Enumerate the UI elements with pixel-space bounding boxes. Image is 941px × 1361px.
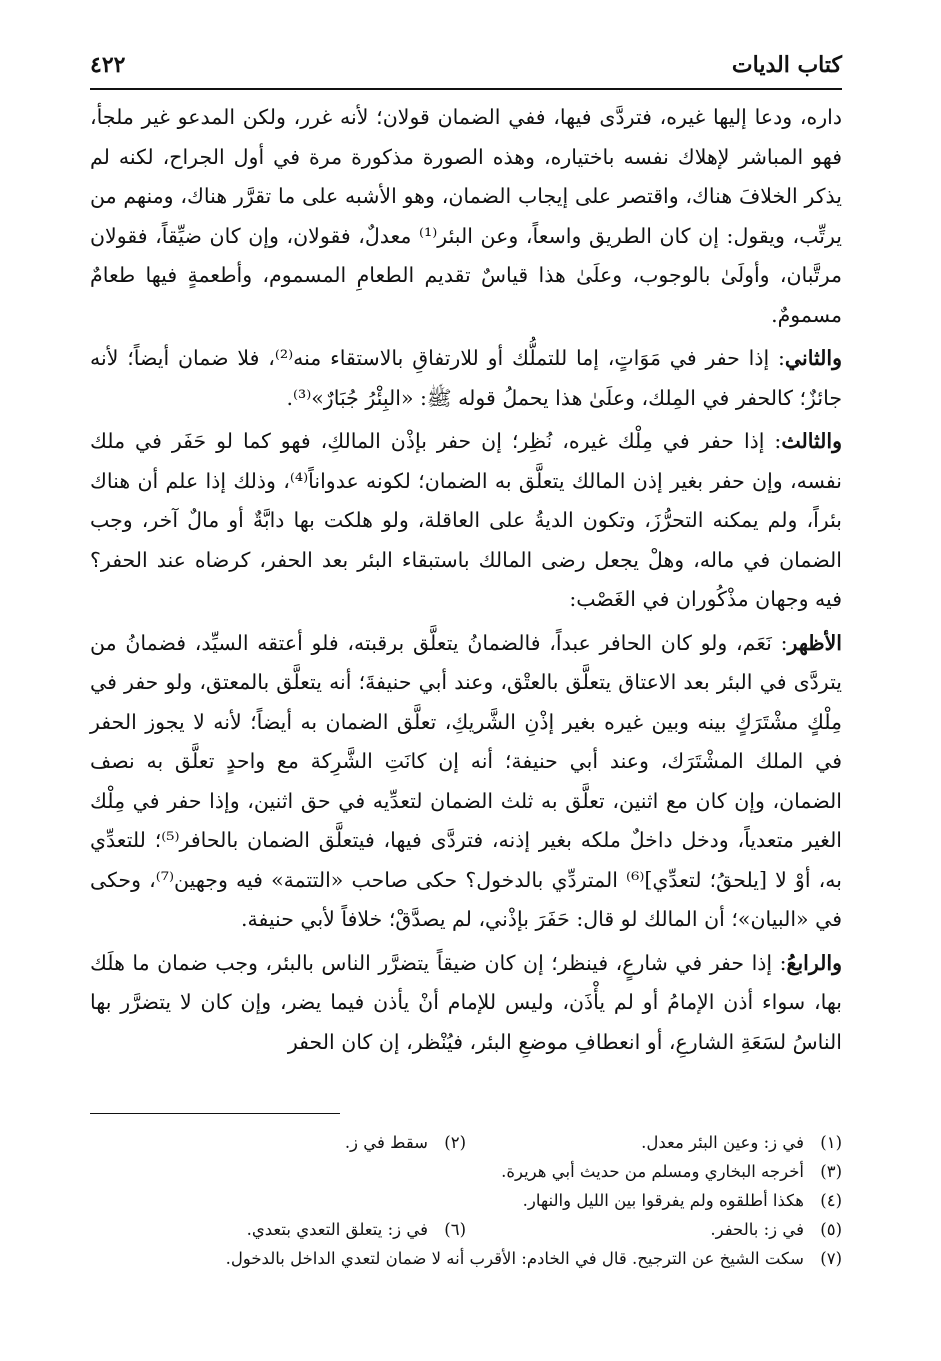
- footnote-text: في ز: يتعلق التعدي بتعدي.: [246, 1220, 428, 1239]
- paragraph-text: : إذا حفر في شارعٍ، فينظر؛ إن كان ضيقاً يتضرَّر الناس بالبئر، وجب ضمان ما هلَك بها، سواء أذن الإمامُ أو لم يأْذَن، وليس للإمام أنْ يأذن فيما يضر، وإن كان لا يتضرَّر بها الناسُ لسَعَةِ الشارعِ، أو انعطافِ موضعِ البئر، فيُنْظر، إن كان الحفر: [90, 950, 842, 1054]
- footnotes-divider: [90, 1113, 340, 1114]
- footnote-number: (٤): [820, 1191, 842, 1210]
- footnote: [466, 1128, 842, 1157]
- paragraph-text: : إذا حفر في مِلْك غيره، نُظِر؛ إن حفر بإذْن المالكِ، فهو كما لو حَفَر في ملك نفسه، وإن حفر بغير إذن المالك يتعلَّق به الضمان؛ لكونه عدواناً⁽⁴⁾، وذلك إذا علم أن هناك بئراً، ولم يمكنه التحرُّزَ، وتكون الديةُ على العاقلة، ولو هلكت بها دابَّةٌ أو مالٌ آخر، وجب الضمان في ماله، وهلْ يجعل رضى المالك باستبقاء البئر بعد الحفر، كرضاه عند الحفر؟ فيه وجهان مذْكُوران في الغَصْب:: [90, 429, 842, 611]
- paragraph: [90, 624, 842, 940]
- book-page: [90, 48, 842, 1338]
- footnote-text: أخرجه البخاري ومسلم من حديث أبي هريرة.: [501, 1162, 804, 1181]
- footnote-text: سقط في ز.: [344, 1133, 428, 1152]
- footnote-row: [90, 1157, 842, 1186]
- paragraph-text: : نَعَم، ولو كان الحافر عبداً، فالضمانُ يتعلَّق برقبته، فلو أعتقه السيِّد، فضمانُ من يتردَّى في البئر بعد الاعتاق يتعلَّق بالعتْق، وعند أبي حنيفةَ؛ أنه يتعلَّق بالمعتق، ولو حفر في مِلْكٍ مشْتَرَكٍ بينه وبين غيره بغير إذْنِ الشَّريكِ، تعلَّق الضمان به أيضاً؛ لأنه لا يجوز الحفر في الملك المشْتَرَك، وعند أبي حنيفة؛ أنه إن كانَتِ الشَّرِكة مع واحدٍ تعلَّق به نصف الضمان، وإن كان مع اثنين، تعلَّق به ثلث الضمان لتعدِّيه في حق اثنين، وإذا حفر في مِلْك الغير متعدياً، ودخل داخلٌ ملكه بغير إذنه، فتردَّى فيها، فيتعلَّق الضمان بالحافر⁽⁵⁾؛ للتعدِّي به، أوْ لا [يلحقُ؛ لتعدِّي]⁽⁶⁾ المتردِّي بالدخول؟ حكى صاحب «التتمة» فيه وجهين⁽⁷⁾، وحكى في «البيان»؛ أن المالك لو قال: حَفَرَ بإذْني، لم يصدَّقْ؛ خلافاً لأبي حنيفة.: [90, 630, 843, 931]
- footnote-text: هكذا أطلقوه ولم يفرقوا بين الليل والنهار.: [522, 1191, 804, 1210]
- footnote: [90, 1157, 842, 1186]
- footnote-number: (٣): [820, 1162, 842, 1181]
- paragraph-lead: والثالث: [781, 429, 842, 453]
- footnote-number: (٦): [444, 1220, 466, 1239]
- main-text: [90, 98, 842, 1062]
- footnote: [90, 1186, 842, 1215]
- footnote: [90, 1244, 842, 1273]
- paragraph: [90, 339, 842, 418]
- paragraph-text: داره، ودعا إليها غيره، فتردَّى فيها، ففي الضمان قولان؛ لأنه غرر، ولكن المدعو غير ملجأ، فهو المباشر لإهلاك نفسه باختياره، وهذه الصورة مذكورة مرة في أول الجراح، لكنه لم يذكر الخلافَ هناك، واقتصر على إيجاب الضمان، وهو الأشبه على ما تقرَّر هناك، ومنهم من يرتِّب، ويقول: إن كان الطريق واسعاً، وعن البئر⁽¹⁾ معدلٌ، فقولان، وإن كان ضيِّقاً، فقولان مرتَّبان، وأولَىٰ بالوجوب، وعلَىٰ هذا قياسٌ تقديم الطعامِ المسموم، وأطعمةٍ فيها طعامٌ مسمومٌ.: [90, 105, 842, 327]
- paragraph: [90, 944, 842, 1063]
- page-number: ٤٢٢: [90, 52, 126, 78]
- footnote: [90, 1128, 466, 1157]
- footnote-number: (٢): [444, 1133, 466, 1152]
- footnote-row: [90, 1244, 842, 1273]
- book-title: كتاب الديات: [731, 52, 842, 78]
- footnote-number: (٥): [820, 1220, 842, 1239]
- paragraph-lead: الأظهر: [787, 630, 842, 655]
- footnote-number: (٧): [820, 1249, 842, 1268]
- footnotes: [90, 1128, 842, 1273]
- footnote-text: سكت الشيخ عن الترجيح. قال في الخادم: الأقرب أنه لا ضمان لتعدي الداخل بالدخول.: [225, 1249, 804, 1268]
- paragraph: [90, 98, 842, 335]
- paragraph-lead: والثاني: [784, 346, 842, 370]
- footnote-row: [90, 1215, 842, 1244]
- footnote-text: في ز: بالحفر.: [710, 1220, 804, 1239]
- footnote-text: في ز: وعين البئر معدل.: [641, 1133, 804, 1152]
- page-header: [90, 48, 842, 90]
- paragraph: [90, 422, 842, 620]
- paragraph-lead: والرابعُ: [786, 950, 842, 975]
- paragraph-text: : إذا حفر في مَوَاتٍ، إما للتملُّك أو للارتفاقِ بالاستقاء منه⁽²⁾، فلا ضمان أيضاً؛ لأنه جائزٌ؛ كالحفر في المِلك، وعلَىٰ هذا يحملُ قوله ﷺ: «البِئْرُ جُبَارٌ»⁽³⁾.: [90, 346, 842, 410]
- footnote-row: [90, 1186, 842, 1215]
- footnote: [466, 1215, 842, 1244]
- footnote-number: (١): [820, 1133, 842, 1152]
- footnote-row: [90, 1128, 842, 1157]
- footnote: [90, 1215, 466, 1244]
